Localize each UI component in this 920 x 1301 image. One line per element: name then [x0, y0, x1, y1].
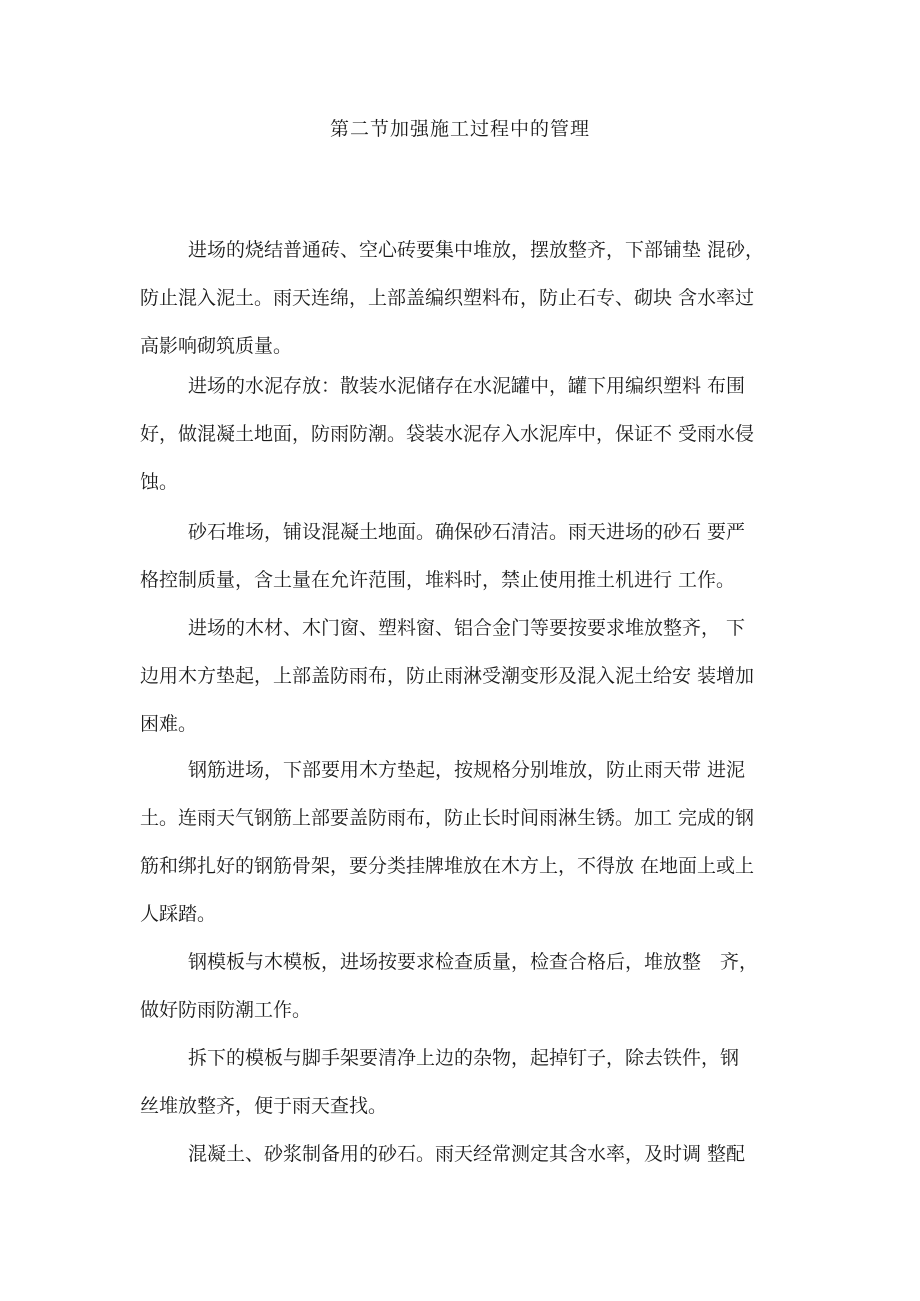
paragraph-line: 格控制质量，含土量在允许范围，堆料时，禁止使用推土机进行 工作。: [140, 569, 736, 591]
paragraph-6: [140, 938, 780, 1034]
paragraph-5: [140, 746, 780, 938]
paragraph-line: 进场的水泥存放：散装水泥储存在水泥罐中，罐下用编织塑料 布围: [188, 375, 746, 397]
paragraph-line: 混凝土、砂浆制备用的砂石。雨天经常测定其含水率，及时调 整配: [188, 1143, 746, 1165]
paragraph-line: 筋和绑扎好的钢筋骨架，要分类挂牌堆放在木方上，不得放 在地面上或上: [140, 855, 755, 877]
paragraph-line: 土。连雨天气钢筋上部要盖防雨布，防止长时间雨淋生锈。加工 完成的钢: [140, 807, 755, 829]
paragraph-line: 人踩踏。: [140, 903, 217, 925]
paragraph-line: 做好防雨防潮工作。: [140, 999, 312, 1021]
paragraph-line: 进场的烧结普通砖、空心砖要集中堆放，摆放整齐，下部铺垫 混砂，: [188, 239, 765, 261]
paragraph-line: 拆下的模板与脚手架要清净上边的杂物，起掉钉子，除去铁件，钢: [188, 1047, 740, 1069]
paragraph-3: [140, 508, 780, 604]
paragraph-line: 丝堆放整齐，便于雨天查找。: [140, 1095, 388, 1117]
paragraph-line: 好，做混凝土地面，防雨防潮。袋装水泥存入水泥库中，保证不 受雨水侵: [140, 423, 755, 445]
paragraph-8: [140, 1130, 780, 1178]
paragraph-line: 砂石堆场，铺设混凝土地面。确保砂石清洁。雨天进场的砂石 要严: [188, 521, 746, 543]
paragraph-line: 蚀。: [140, 471, 179, 493]
paragraph-line: 困难。: [140, 713, 198, 735]
paragraph-4: [140, 604, 780, 748]
paragraph-line: 防止混入泥土。雨天连绵，上部盖编织塑料布，防止石专、砌块 含水率过: [140, 287, 755, 309]
paragraph-line: 边用木方垫起，上部盖防雨布，防止雨淋受潮变形及混入泥土给安 装增加: [140, 665, 755, 687]
paragraph-line: 钢模板与木模板，进场按要求检查质量，检查合格后，堆放整 齐，: [188, 951, 759, 973]
section-title: 第二节加强施工过程中的管理: [329, 118, 590, 140]
paragraph-line: 进场的木材、木门窗、塑料窗、铝合金门等要按要求堆放整齐， 下: [188, 617, 746, 639]
paragraph-7: [140, 1034, 780, 1130]
paragraph-2: [140, 362, 780, 506]
paragraph-line: 钢筋进场，下部要用木方垫起，按规格分别堆放，防止雨天带 进泥: [188, 759, 746, 781]
paragraph-1: [140, 226, 780, 370]
paragraph-line: 高影响砌筑质量。: [140, 335, 293, 357]
